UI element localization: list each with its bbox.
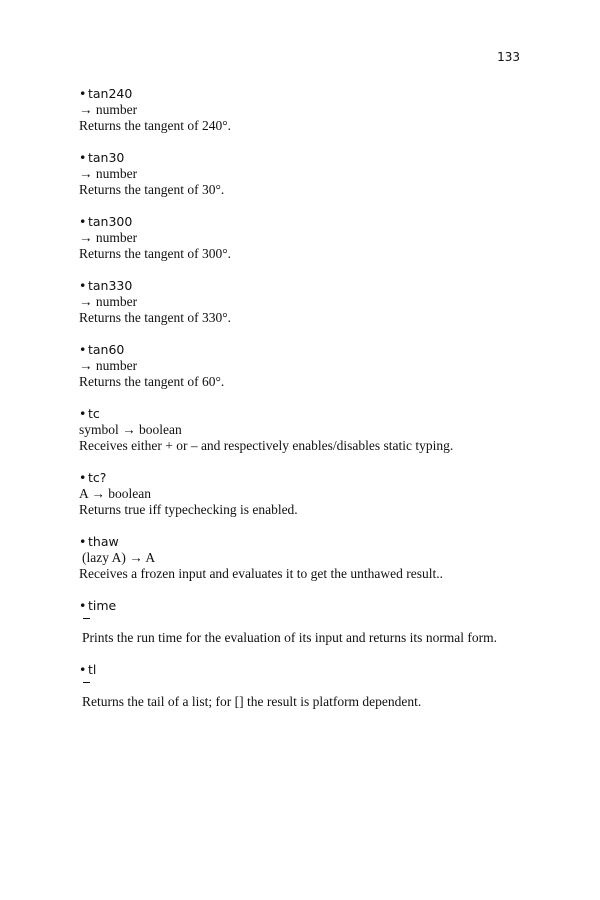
function-name	[79, 213, 549, 230]
function-name	[79, 661, 549, 678]
function-signature	[79, 614, 549, 630]
function-description: Prints the run time for the evaluation of its input and returns its normal form.	[82, 630, 498, 645]
entry-tan330	[79, 277, 549, 326]
function-name-text: tan60	[88, 342, 125, 357]
function-description: Returns the tangent of 60°.	[79, 374, 225, 389]
function-signature: → number	[79, 294, 138, 309]
entry-tan30	[79, 149, 549, 198]
bullet-icon: •	[79, 342, 87, 357]
bullet-icon: •	[79, 406, 87, 421]
entry-tc	[79, 405, 549, 454]
bullet-icon: •	[79, 150, 87, 165]
function-name	[79, 85, 549, 102]
function-signature: → number	[79, 230, 138, 245]
function-name	[79, 277, 549, 294]
bullet-icon: •	[79, 598, 87, 613]
entry-tan60	[79, 341, 549, 390]
function-name-text: thaw	[88, 534, 119, 549]
function-description: Returns the tangent of 330°.	[79, 310, 231, 325]
overbar-mark	[83, 618, 90, 619]
function-signature: symbol → boolean	[79, 422, 182, 437]
function-name-text: tan240	[88, 86, 133, 101]
function-name-text: tl	[88, 662, 97, 677]
page-number: 133	[497, 50, 520, 64]
function-description: Receives either + or – and respectively enables/disables static typing.	[79, 438, 454, 453]
entry-time	[79, 597, 549, 646]
bullet-icon: •	[79, 278, 87, 293]
function-name-text: tan330	[88, 278, 133, 293]
function-signature: A → boolean	[79, 486, 151, 501]
bullet-icon: •	[79, 214, 87, 229]
function-name	[79, 469, 549, 486]
entry-tan300	[79, 213, 549, 262]
bullet-icon: •	[79, 534, 87, 549]
entry-tl	[79, 661, 549, 710]
function-name	[79, 533, 549, 550]
bullet-icon: •	[79, 662, 87, 677]
entry-thaw	[79, 533, 549, 582]
function-description: Receives a frozen input and evaluates it to get the unthawed result..	[79, 566, 443, 581]
function-reference-list	[79, 85, 549, 710]
function-name-text: tan30	[88, 150, 125, 165]
function-name	[79, 341, 549, 358]
function-name-text: time	[88, 598, 117, 613]
bullet-icon: •	[79, 86, 87, 101]
overbar-mark	[83, 682, 90, 683]
entry-tc-predicate	[79, 469, 549, 518]
function-description: Returns the tangent of 300°.	[79, 246, 231, 261]
function-signature: → number	[79, 166, 138, 181]
function-description: Returns the tail of a list; for [] the result is platform dependent.	[82, 694, 422, 709]
function-signature: → number	[79, 102, 138, 117]
function-signature: (lazy A) → A	[82, 550, 156, 565]
function-description: Returns the tangent of 240°.	[79, 118, 231, 133]
entry-tan240	[79, 85, 549, 134]
bullet-icon: •	[79, 470, 87, 485]
function-name-text: tan300	[88, 214, 133, 229]
function-name	[79, 149, 549, 166]
function-name-text: tc?	[88, 470, 107, 485]
function-signature	[79, 678, 549, 694]
function-name-text: tc	[88, 406, 100, 421]
function-description: Returns true iff typechecking is enabled.	[79, 502, 298, 517]
function-name	[79, 597, 549, 614]
function-signature: → number	[79, 358, 138, 373]
function-name	[79, 405, 549, 422]
function-description: Returns the tangent of 30°.	[79, 182, 225, 197]
